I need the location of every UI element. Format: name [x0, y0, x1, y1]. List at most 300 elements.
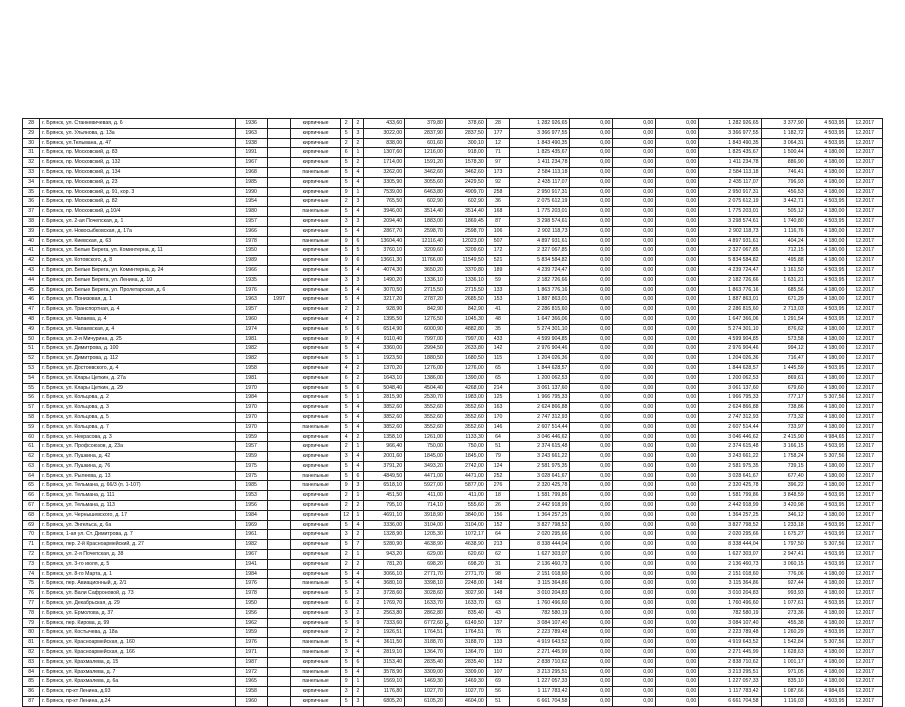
table-cell: 74	[23, 569, 40, 579]
table-cell: 1938	[235, 138, 267, 148]
table-cell	[267, 697, 291, 707]
table-cell: 5	[340, 246, 352, 256]
table-cell: г. Брянск, ул. Декабрьская, д. 29	[40, 599, 235, 609]
table-cell: кирпичные	[291, 226, 340, 236]
table-cell: 2 286 815,60	[510, 305, 570, 315]
table-row	[23, 677, 883, 687]
registry-table	[22, 118, 883, 707]
table-cell: 5	[340, 207, 352, 217]
table-cell: 66	[23, 491, 40, 501]
table-cell: 3791,20	[364, 461, 405, 471]
table-cell: 3104,00	[445, 520, 486, 530]
table-cell: 1 116,03	[761, 697, 806, 707]
table-cell: 1 775 203,01	[699, 207, 761, 217]
table-cell: 0,00	[656, 481, 699, 491]
table-cell: 0,00	[570, 167, 613, 177]
table-cell	[267, 589, 291, 599]
table-cell: 0,00	[570, 285, 613, 295]
table-cell: 3370,80	[445, 265, 486, 275]
table-cell: 3066,10	[364, 569, 405, 579]
table-cell: 411,00	[405, 491, 446, 501]
table-cell: 12.2017	[847, 236, 883, 246]
table-cell: 177	[486, 128, 510, 138]
table-cell: 0,00	[570, 618, 613, 628]
table-cell: 2 747 312,93	[510, 412, 570, 422]
table-cell: 43	[486, 608, 510, 618]
table-cell: 629,00	[405, 550, 446, 560]
table-cell: 12.2017	[847, 481, 883, 491]
table-cell: 1970	[235, 412, 267, 422]
table-cell: 0,00	[570, 432, 613, 442]
table-row	[23, 344, 883, 354]
table-cell: 65	[486, 363, 510, 373]
table-cell: панельные	[291, 677, 340, 687]
table-cell: 776,06	[761, 569, 806, 579]
table-cell: 7539,00	[364, 187, 405, 197]
table-cell: 5	[340, 403, 352, 413]
table-row	[23, 256, 883, 266]
table-cell: 0,00	[613, 197, 656, 207]
table-cell: 1950	[235, 599, 267, 609]
table-row	[23, 589, 883, 599]
table-cell: 2248,00	[445, 579, 486, 589]
table-cell: 8 338 444,04	[510, 540, 570, 550]
table-cell: 1987	[235, 657, 267, 667]
table-cell: 3	[352, 481, 364, 491]
table-cell: г. Брянск, ул. Новосыбковская, д. 17а	[40, 226, 235, 236]
table-cell: 5 834 584,82	[510, 256, 570, 266]
table-cell: 5	[340, 422, 352, 432]
table-cell: 0,00	[570, 648, 613, 658]
table-cell: 2835,40	[405, 657, 446, 667]
table-cell: кирпичные	[291, 530, 340, 540]
table-cell: г. Брянск, ул. 8-го Марта, д. 1	[40, 569, 235, 579]
table-cell: 2	[340, 550, 352, 560]
table-cell: 4	[352, 265, 364, 275]
table-cell: 601,60	[405, 138, 446, 148]
table-cell: 2	[352, 608, 364, 618]
table-cell: 2 374 615,48	[510, 442, 570, 452]
table-cell	[267, 422, 291, 432]
table-cell: г. Брянск, ул. Понизовая, д. 1	[40, 295, 235, 305]
table-cell: 9	[340, 187, 352, 197]
table-cell: 4 180,00	[806, 344, 847, 354]
table-cell: 50	[23, 334, 40, 344]
table-cell: 0,00	[656, 216, 699, 226]
table-cell: 3 115 364,86	[510, 579, 570, 589]
table-cell: 12.2017	[847, 667, 883, 677]
table-cell: 0,00	[656, 422, 699, 432]
table-cell: 1997	[267, 295, 291, 305]
table-cell: 5280,90	[364, 540, 405, 550]
table-cell: 0,00	[613, 648, 656, 658]
table-cell	[267, 530, 291, 540]
table-cell: кирпичные	[291, 256, 340, 266]
table-cell	[267, 432, 291, 442]
table-cell: 3 084 107,40	[699, 618, 761, 628]
table-cell: 4882,80	[445, 324, 486, 334]
table-cell: 12.2017	[847, 461, 883, 471]
table-cell: кирпичные	[291, 510, 340, 520]
table-cell: 3493,20	[405, 461, 446, 471]
table-cell: 4 180,00	[806, 471, 847, 481]
table-cell: 3852,60	[364, 422, 405, 432]
table-cell	[267, 226, 291, 236]
table-cell: 51	[23, 344, 40, 354]
table-cell: 2 020 295,66	[510, 530, 570, 540]
table-cell: 3	[352, 197, 364, 207]
table-cell: г. Брянск, ул. 3-го июля, д. 5	[40, 559, 235, 569]
table-cell: 4	[352, 344, 364, 354]
table-cell: 2	[352, 314, 364, 324]
table-cell: 0,00	[656, 393, 699, 403]
table-cell: 2 584 113,18	[699, 167, 761, 177]
table-cell: 115	[486, 354, 510, 364]
table-cell: 1970	[235, 403, 267, 413]
table-cell: 4 180,00	[806, 403, 847, 413]
table-cell: кирпичные	[291, 403, 340, 413]
table-cell: г. Брянск, рп. Белые Берега, ул. Ленина, д. 10	[40, 275, 235, 285]
table-cell: 12.2017	[847, 403, 883, 413]
table-cell: 12.2017	[847, 638, 883, 648]
table-cell: 6000,90	[405, 324, 446, 334]
table-cell: 0,00	[570, 393, 613, 403]
table-cell: 47	[23, 305, 40, 315]
table-cell: 1390,00	[445, 373, 486, 383]
table-cell: 716,47	[761, 354, 806, 364]
table-cell: 4 984,65	[806, 687, 847, 697]
table-row	[23, 246, 883, 256]
table-cell: 36	[23, 197, 40, 207]
table-cell: панельные	[291, 236, 340, 246]
table-cell: 6463,80	[405, 187, 446, 197]
table-cell: 1967	[235, 158, 267, 168]
table-cell: 4 503,95	[806, 442, 847, 452]
table-cell: 0,00	[656, 324, 699, 334]
table-cell: 0,00	[570, 403, 613, 413]
table-cell: 1714,00	[364, 158, 405, 168]
table-cell: 5	[340, 520, 352, 530]
table-cell: 971,05	[761, 667, 806, 677]
table-cell: 65	[486, 373, 510, 383]
table-cell: 2	[340, 501, 352, 511]
table-cell: 2 442 918,99	[699, 501, 761, 511]
table-cell: 2837,90	[405, 128, 446, 138]
table-cell: 1336,10	[405, 275, 446, 285]
table-row	[23, 158, 883, 168]
table-cell: 4 180,00	[806, 207, 847, 217]
table-cell: 4 503,95	[806, 138, 847, 148]
table-cell: 0,00	[570, 471, 613, 481]
table-cell: 1 200 062,53	[510, 373, 570, 383]
table-cell: 2530,70	[405, 393, 446, 403]
table-cell: 1982	[235, 540, 267, 550]
table-cell: 13604,40	[364, 236, 405, 246]
table-cell: 4 503,95	[806, 697, 847, 707]
table-cell: 1970	[235, 422, 267, 432]
table-cell: 0,00	[613, 422, 656, 432]
table-cell: 39	[23, 226, 40, 236]
table-row	[23, 148, 883, 158]
table-cell: 0,00	[613, 432, 656, 442]
table-cell: 795,10	[364, 501, 405, 511]
table-cell: 0,00	[570, 128, 613, 138]
table-cell: 2	[352, 305, 364, 315]
table-cell: 4 503,95	[806, 216, 847, 226]
table-cell	[267, 501, 291, 511]
table-cell: кирпичные	[291, 344, 340, 354]
table-cell: 0,00	[656, 667, 699, 677]
table-cell: 5	[340, 285, 352, 295]
table-cell	[267, 373, 291, 383]
table-cell: 6105,20	[405, 697, 446, 707]
table-cell: 1976	[235, 285, 267, 295]
table-cell: 125	[486, 393, 510, 403]
table-cell: 6	[352, 471, 364, 481]
table-cell: 602,90	[445, 197, 486, 207]
table-cell: 0,00	[613, 569, 656, 579]
table-cell: 0,00	[570, 530, 613, 540]
table-cell: 18	[486, 491, 510, 501]
table-cell: 0,00	[613, 236, 656, 246]
table-cell: 41	[23, 246, 40, 256]
table-cell: 3552,60	[445, 422, 486, 432]
table-cell: 97	[486, 158, 510, 168]
table-cell: 44	[23, 275, 40, 285]
table-cell: 4 180,00	[806, 226, 847, 236]
table-cell: 54	[23, 373, 40, 383]
table-cell: 2 713,03	[761, 305, 806, 315]
table-cell: 842,90	[405, 305, 446, 315]
table-cell: 2787,20	[405, 295, 446, 305]
table-cell: 773,32	[761, 412, 806, 422]
table-cell: 35	[486, 324, 510, 334]
table-cell: г. Брянск, ул. Крахмалева, д. 7	[40, 667, 235, 677]
table-cell: 0,00	[570, 608, 613, 618]
table-cell	[267, 579, 291, 589]
table-cell: 1764,51	[405, 628, 446, 638]
table-cell	[267, 138, 291, 148]
table-cell: 12.2017	[847, 334, 883, 344]
table-cell: 1 087,66	[761, 687, 806, 697]
table-cell	[267, 383, 291, 393]
table-cell: 4	[352, 403, 364, 413]
table-row	[23, 305, 883, 315]
table-cell: 12.2017	[847, 344, 883, 354]
table-cell: кирпичные	[291, 520, 340, 530]
table-cell: 7	[352, 540, 364, 550]
table-cell: 2	[352, 119, 364, 129]
table-cell: 3 084 107,40	[510, 618, 570, 628]
table-cell: 4 180,00	[806, 579, 847, 589]
table-cell: 1845,00	[405, 452, 446, 462]
table-cell: 3	[340, 687, 352, 697]
table-cell: 51	[486, 442, 510, 452]
table-cell: кирпичные	[291, 216, 340, 226]
table-cell: 0,00	[613, 354, 656, 364]
table-cell: 4	[352, 167, 364, 177]
table-cell: 85	[23, 677, 40, 687]
table-cell: 2094,40	[364, 216, 405, 226]
table-cell: 0,00	[656, 305, 699, 315]
table-cell: 86	[23, 687, 40, 697]
table-row	[23, 275, 883, 285]
table-cell: 1643,10	[364, 373, 405, 383]
table-cell: 2742,00	[445, 461, 486, 471]
table-cell	[267, 412, 291, 422]
table-cell: 12.2017	[847, 599, 883, 609]
table-cell: 12	[340, 510, 352, 520]
table-cell: 4 897 931,61	[510, 236, 570, 246]
table-cell: г. Брянск, рп. Белые Берега, ул. Пролетарская, д. 6	[40, 285, 235, 295]
table-cell: 173	[486, 167, 510, 177]
table-cell: 3 420,98	[761, 501, 806, 511]
table-cell: 3 060,15	[761, 559, 806, 569]
table-cell: 2633,80	[445, 344, 486, 354]
table-cell: 5	[340, 618, 352, 628]
table-cell: 0,00	[613, 677, 656, 687]
table-cell: 0,00	[613, 158, 656, 168]
table-cell: 1 760 496,60	[699, 599, 761, 609]
table-cell: 712,15	[761, 246, 806, 256]
table-cell: 2	[340, 491, 352, 501]
table-cell: 2 624 866,88	[699, 403, 761, 413]
table-cell: 1983,00	[445, 393, 486, 403]
table-row	[23, 608, 883, 618]
table-cell: 0,00	[613, 481, 656, 491]
table-cell: 3552,60	[445, 412, 486, 422]
table-cell: кирпичные	[291, 363, 340, 373]
table-row	[23, 559, 883, 569]
table-cell: 1205,30	[405, 530, 446, 540]
table-cell: 63	[486, 599, 510, 609]
table-cell: 1176,80	[364, 687, 405, 697]
table-cell: 0,00	[656, 344, 699, 354]
table-row	[23, 383, 883, 393]
table-cell: 12.2017	[847, 589, 883, 599]
table-cell: 55	[23, 383, 40, 393]
table-cell: 0,00	[613, 530, 656, 540]
table-cell: 52	[23, 354, 40, 364]
table-cell: 4 239 724,47	[699, 265, 761, 275]
table-cell: 5	[340, 265, 352, 275]
table-cell: 31	[486, 559, 510, 569]
table-cell: 1985	[235, 177, 267, 187]
table-cell: 1 627 303,07	[510, 550, 570, 560]
table-row	[23, 540, 883, 550]
table-cell: 0,00	[656, 471, 699, 481]
table-cell: 3262,00	[364, 167, 405, 177]
table-cell: 0,00	[656, 246, 699, 256]
table-cell: 252	[486, 471, 510, 481]
table-cell	[267, 510, 291, 520]
table-cell: 56	[23, 393, 40, 403]
table-cell: 12.2017	[847, 510, 883, 520]
table-row	[23, 501, 883, 511]
table-cell: 4	[352, 226, 364, 236]
table-cell: г. Брянск, ул. Костычева, д. 18а	[40, 628, 235, 638]
table-cell: 1 500,44	[761, 148, 806, 158]
table-cell: 0,00	[570, 667, 613, 677]
table-cell: 0,00	[656, 559, 699, 569]
table-cell: 1 117 783,42	[699, 687, 761, 697]
table-cell: 2815,90	[364, 393, 405, 403]
table-cell: 79	[486, 452, 510, 462]
table-cell: 43	[23, 265, 40, 275]
table-cell: 0,00	[613, 452, 656, 462]
table-cell: кирпичные	[291, 589, 340, 599]
table-cell: 3 213 295,51	[510, 667, 570, 677]
table-cell: 993,93	[761, 589, 806, 599]
table-cell: 1959	[235, 432, 267, 442]
table-cell	[267, 540, 291, 550]
table-cell: 0,00	[613, 589, 656, 599]
table-cell: 0,00	[656, 167, 699, 177]
table-cell: 0,00	[613, 520, 656, 530]
table-cell: 0,00	[570, 256, 613, 266]
table-cell: 2	[340, 559, 352, 569]
table-cell: 81	[23, 638, 40, 648]
table-cell: 3 166,15	[761, 442, 806, 452]
table-cell: 0,00	[570, 334, 613, 344]
table-cell: 0,00	[613, 687, 656, 697]
table-cell: 0,00	[570, 491, 613, 501]
table-cell: 918,00	[445, 148, 486, 158]
table-cell: г. Брянск, ул. Красноармейская, д. 160	[40, 638, 235, 648]
table-cell: 0,00	[656, 677, 699, 687]
table-cell: 12.2017	[847, 187, 883, 197]
table-cell: 6805,20	[364, 697, 405, 707]
table-cell: 0,00	[656, 275, 699, 285]
table-cell	[267, 285, 291, 295]
table-cell: 4	[352, 422, 364, 432]
table-cell: 1957	[235, 216, 267, 226]
table-cell	[267, 246, 291, 256]
table-cell: 64	[486, 530, 510, 540]
table-cell: 3022,00	[364, 128, 405, 138]
table-cell: 1 282 926,65	[699, 119, 761, 129]
table-cell: 781,20	[364, 559, 405, 569]
table-cell: 3	[340, 648, 352, 658]
table-cell: 0,00	[613, 697, 656, 707]
table-cell: г. Брянск, пер. 2-й Красноармейский, д. 27	[40, 540, 235, 550]
table-cell: 1276,00	[405, 363, 446, 373]
table-cell: 1975	[235, 471, 267, 481]
table-cell: 142	[486, 344, 510, 354]
table-cell: 12.2017	[847, 550, 883, 560]
table-cell: 2819,10	[364, 648, 405, 658]
table-cell: 4471,00	[405, 471, 446, 481]
table-cell	[267, 236, 291, 246]
table-cell: 2 320 425,78	[510, 481, 570, 491]
table-cell: 1990	[235, 187, 267, 197]
table-cell: 886,90	[761, 158, 806, 168]
table-cell: панельные	[291, 471, 340, 481]
table-cell: 555,60	[445, 501, 486, 511]
table-row	[23, 452, 883, 462]
table-cell: 2 075 612,19	[699, 197, 761, 207]
table-cell: 0,00	[570, 354, 613, 364]
table-cell: 61	[23, 442, 40, 452]
table-row	[23, 363, 883, 373]
table-cell	[267, 677, 291, 687]
table-cell: 1 001,17	[761, 657, 806, 667]
table-cell: 346,12	[761, 510, 806, 520]
table-cell: 4	[352, 638, 364, 648]
table-cell: 2	[352, 687, 364, 697]
table-cell: 2 136 460,73	[510, 559, 570, 569]
table-cell: 0,00	[570, 119, 613, 129]
